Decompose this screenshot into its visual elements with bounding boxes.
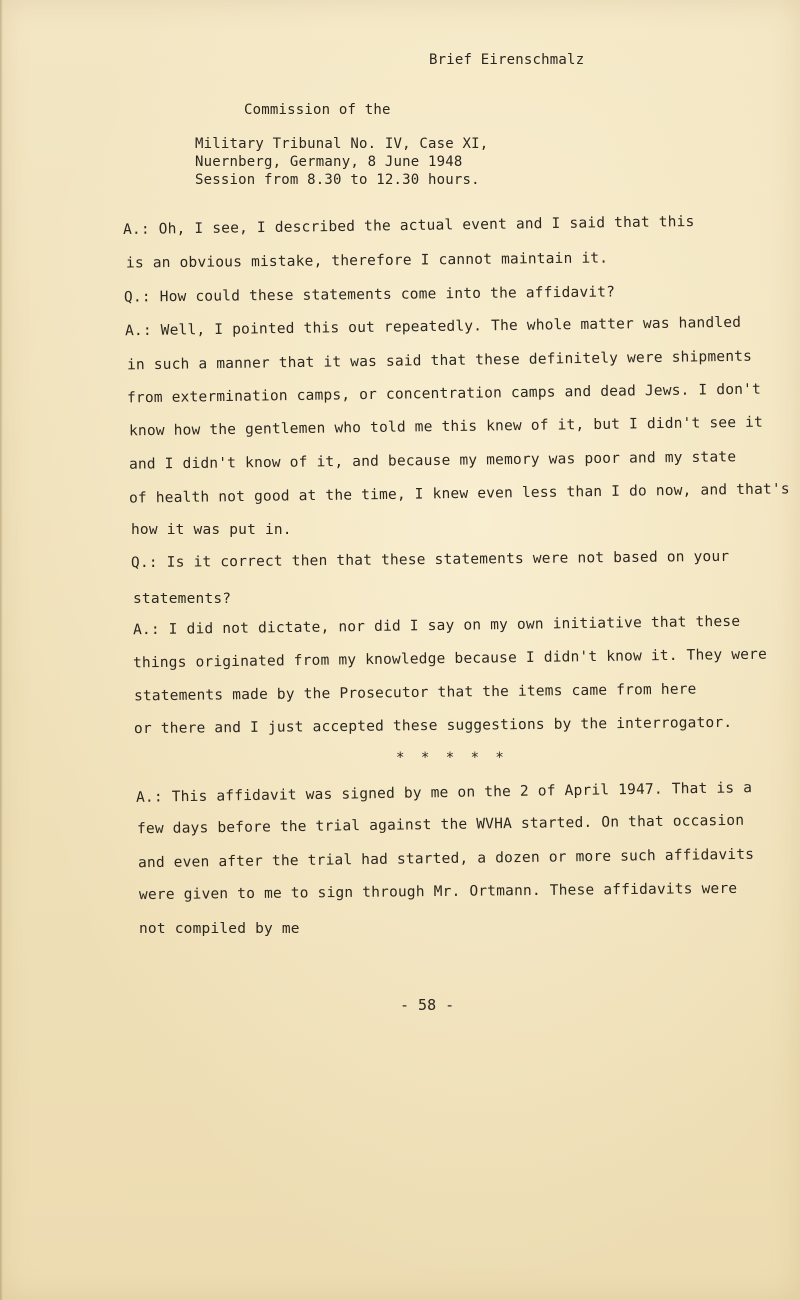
page-number: - 58 - bbox=[400, 996, 455, 1014]
section-separator: * * * * * bbox=[396, 750, 508, 766]
body-line: A.: Oh, I see, I described the actual event and I said that this bbox=[122, 214, 695, 238]
body-line: Q.: Is it correct then that these statements were not based on your bbox=[130, 548, 730, 572]
body-line: things originated from my knowledge because I didn't know it. They were bbox=[132, 646, 768, 672]
body-line: not compiled by me bbox=[139, 921, 300, 937]
body-line: is an obvious mistake, therefore I cannot maintain it. bbox=[125, 250, 609, 272]
body-line: or there and I just accepted these suggestions by the interrogator. bbox=[133, 714, 733, 738]
body-line: of health not good at the time, I knew even less than I do now, and that's bbox=[128, 481, 790, 507]
body-line: how it was put in. bbox=[131, 522, 292, 538]
location-line: Nuernberg, Germany, 8 June 1948 bbox=[195, 154, 463, 170]
body-line: Q.: How could these statements come into the affidavit? bbox=[123, 284, 616, 306]
body-line: from extermination camps, or concentration camps and dead Jews. I don't bbox=[126, 381, 762, 407]
session-line: Session from 8.30 to 12.30 hours. bbox=[195, 172, 480, 188]
page-edge-shadow bbox=[0, 0, 3, 1300]
body-line: A.: I did not dictate, nor did I say on my own initiative that these bbox=[132, 613, 741, 639]
body-line: know how the gentlemen who told me this knew of it, but I didn't see it bbox=[128, 414, 764, 440]
body-line: statements made by the Prosecutor that the items came from here bbox=[133, 681, 697, 705]
body-line: A.: Well, I pointed this out repeatedly. The whole matter was handled bbox=[124, 314, 742, 340]
commission-line: Commission of the bbox=[244, 102, 391, 118]
body-line: in such a manner that it was said that these definitely were shipments bbox=[126, 348, 753, 374]
body-line: were given to me to sign through Mr. Ortmann. These affidavits were bbox=[138, 880, 738, 904]
body-line: statements? bbox=[133, 591, 232, 607]
body-line: few days before the trial against the WVHA started. On that occasion bbox=[136, 812, 745, 838]
body-line: and I didn't know of it, and because my memory was poor and my state bbox=[128, 449, 737, 473]
body-line: and even after the trial had started, a dozen or more such affidavits bbox=[137, 846, 755, 872]
header-right-label: Brief Eirenschmalz bbox=[429, 52, 585, 68]
tribunal-line: Military Tribunal No. IV, Case XI, bbox=[195, 136, 489, 152]
body-line: A.: This affidavit was signed by me on the 2 of April 1947. That is a bbox=[135, 780, 753, 806]
